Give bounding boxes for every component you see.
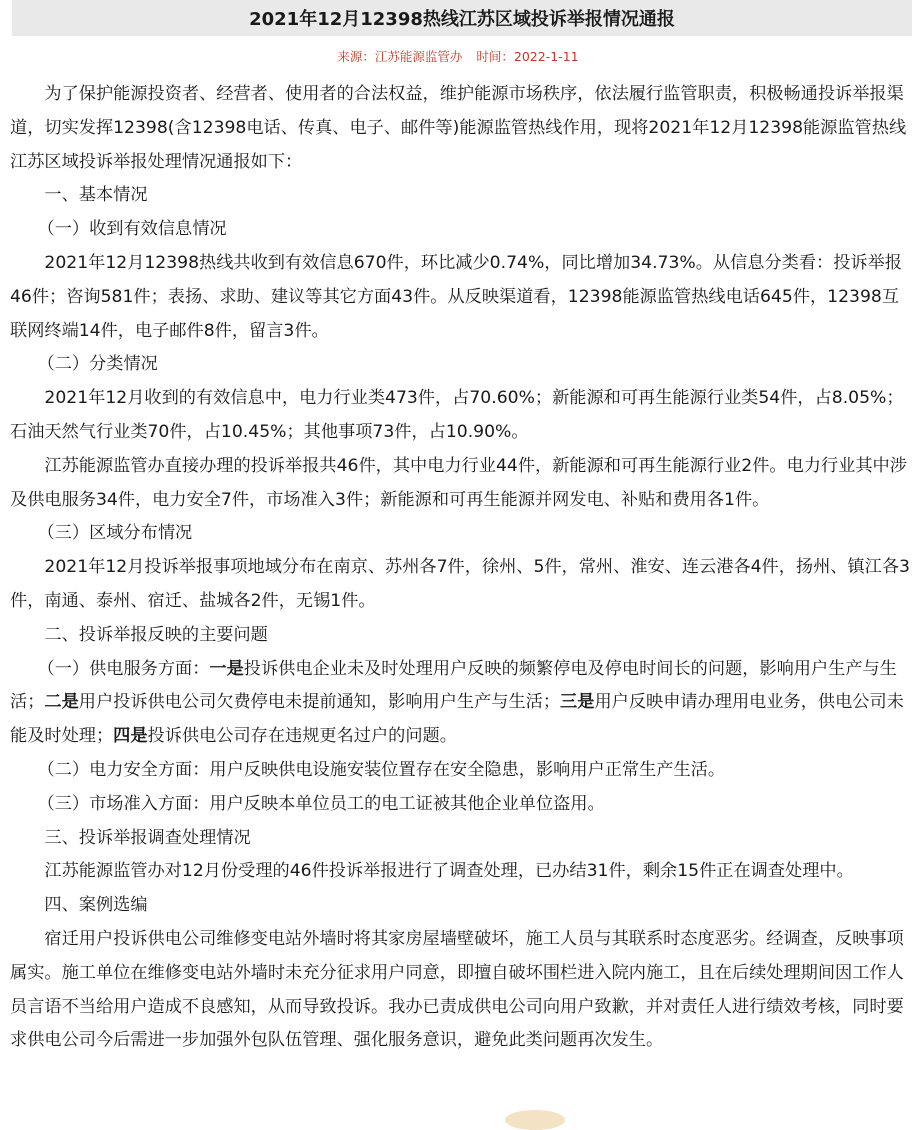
paragraph-supply-service	[10, 653, 910, 754]
supply-text-3: 用户反映申请办理用电业务，供电公司未能及时处理；	[10, 692, 904, 747]
paragraph-direct-handling: 江苏能源监管办直接办理的投诉举报共46件，其中电力行业44件，新能源和可再生能源行业2件。电力行业其中涉及供电服务34件，电力安全7件，市场准入3件；新能源和可再生能源并网发电、补贴和费用各1件。	[10, 455, 907, 510]
subsection-heading-received: （一）收到有效信息情况	[37, 219, 227, 240]
article-source: 来源：江苏能源监管办	[337, 49, 463, 64]
supply-key-3: 三是	[560, 692, 595, 713]
paragraph-case: 宿迁用户投诉供电公司维修变电站外墙时将其家房屋墙壁破坏，施工人员与其联系时态度恶劣。经调查，反映事项属实。施工单位在维修变电站外墙时未充分征求用户同意，即擅自破坏围栏进入院内施工，且在后续处理期间因工作人员言语不当给用户造成不良感知，从而导致投诉。我办已责成供电公司向用户致歉，并对责任人进行绩效考核，同时要求供电公司今后需进一步加强外包队伍管理、强化服务意识，避免此类问题再次发生。	[10, 928, 904, 1051]
supply-key-1: 一是	[209, 658, 244, 679]
article-title: 2021年12月12398热线江苏区域投诉举报情况通报	[249, 9, 675, 30]
decorative-blob	[505, 1110, 565, 1130]
supply-text-2: 用户投诉供电公司欠费停电未提前通知，影响用户生产与生活；	[78, 692, 561, 713]
paragraph-received: 2021年12月12398热线共收到有效信息670件，环比减少0.74%，同比增加34.73%。从信息分类看：投诉举报46件；咨询581件；表扬、求助、建议等其它方面43件。从反映渠道看，12398能源监管热线电话645件，12398互联网终端14件，电子邮件8件，留言3件。	[10, 252, 902, 341]
paragraph-classification: 2021年12月收到的有效信息中，电力行业类473件，占70.60%；新能源和可再生能源行业类54件，占8.05%；石油天然气行业类70件，占10.45%；其他事项73件，占10.90%。	[10, 388, 904, 442]
supply-text-4: 投诉供电公司存在违规更名过户的问题。	[147, 726, 457, 747]
article-time: 时间：2022-1-11	[476, 49, 579, 64]
article-body	[10, 78, 910, 1058]
subsection-heading-region: （三）区域分布情况	[37, 523, 193, 544]
subsection-heading-classification: （二）分类情况	[37, 354, 158, 375]
supply-key-4: 四是	[113, 726, 148, 747]
section-heading-issues: 二、投诉举报反映的主要问题	[44, 624, 268, 645]
supply-lead: （一）供电服务方面：	[37, 658, 210, 679]
section-heading-investigation: 三、投诉举报调查处理情况	[44, 827, 251, 848]
paragraph-power-safety: （二）电力安全方面：用户反映供电设施安装位置存在安全隐患，影响用户正常生产生活。	[37, 759, 726, 780]
article-title-bar	[12, 0, 912, 36]
intro-paragraph: 为了保护能源投资者、经营者、使用者的合法权益，维护能源市场秩序，依法履行监管职责，积极畅通投诉举报渠道，切实发挥12398(含12398电话、传真、电子、邮件等)能源监管热线作用，现将2021年12月12398能源监管热线江苏区域投诉举报处理情况通报如下：	[10, 84, 907, 172]
paragraph-investigation: 江苏能源监管办对12月份受理的46件投诉举报进行了调查处理，已办结31件，剩余15件正在调查处理中。	[44, 861, 854, 882]
article-meta	[0, 47, 916, 65]
section-heading-basic: 一、基本情况	[44, 185, 148, 206]
section-heading-cases: 四、案例选编	[44, 895, 148, 916]
paragraph-region: 2021年12月投诉举报事项地域分布在南京、苏州各7件，徐州、5件，常州、淮安、连云港各4件，扬州、镇江各3件，南通、泰州、宿迁、盐城各2件，无锡1件。	[10, 557, 910, 611]
supply-text-1: 投诉供电企业未及时处理用户反映的频繁停电及停电时间长的问题，影响用户生产与生活；	[10, 658, 897, 713]
supply-key-2: 二是	[44, 692, 79, 713]
paragraph-market-access: （三）市场准入方面：用户反映本单位员工的电工证被其他企业单位盗用。	[37, 793, 605, 814]
